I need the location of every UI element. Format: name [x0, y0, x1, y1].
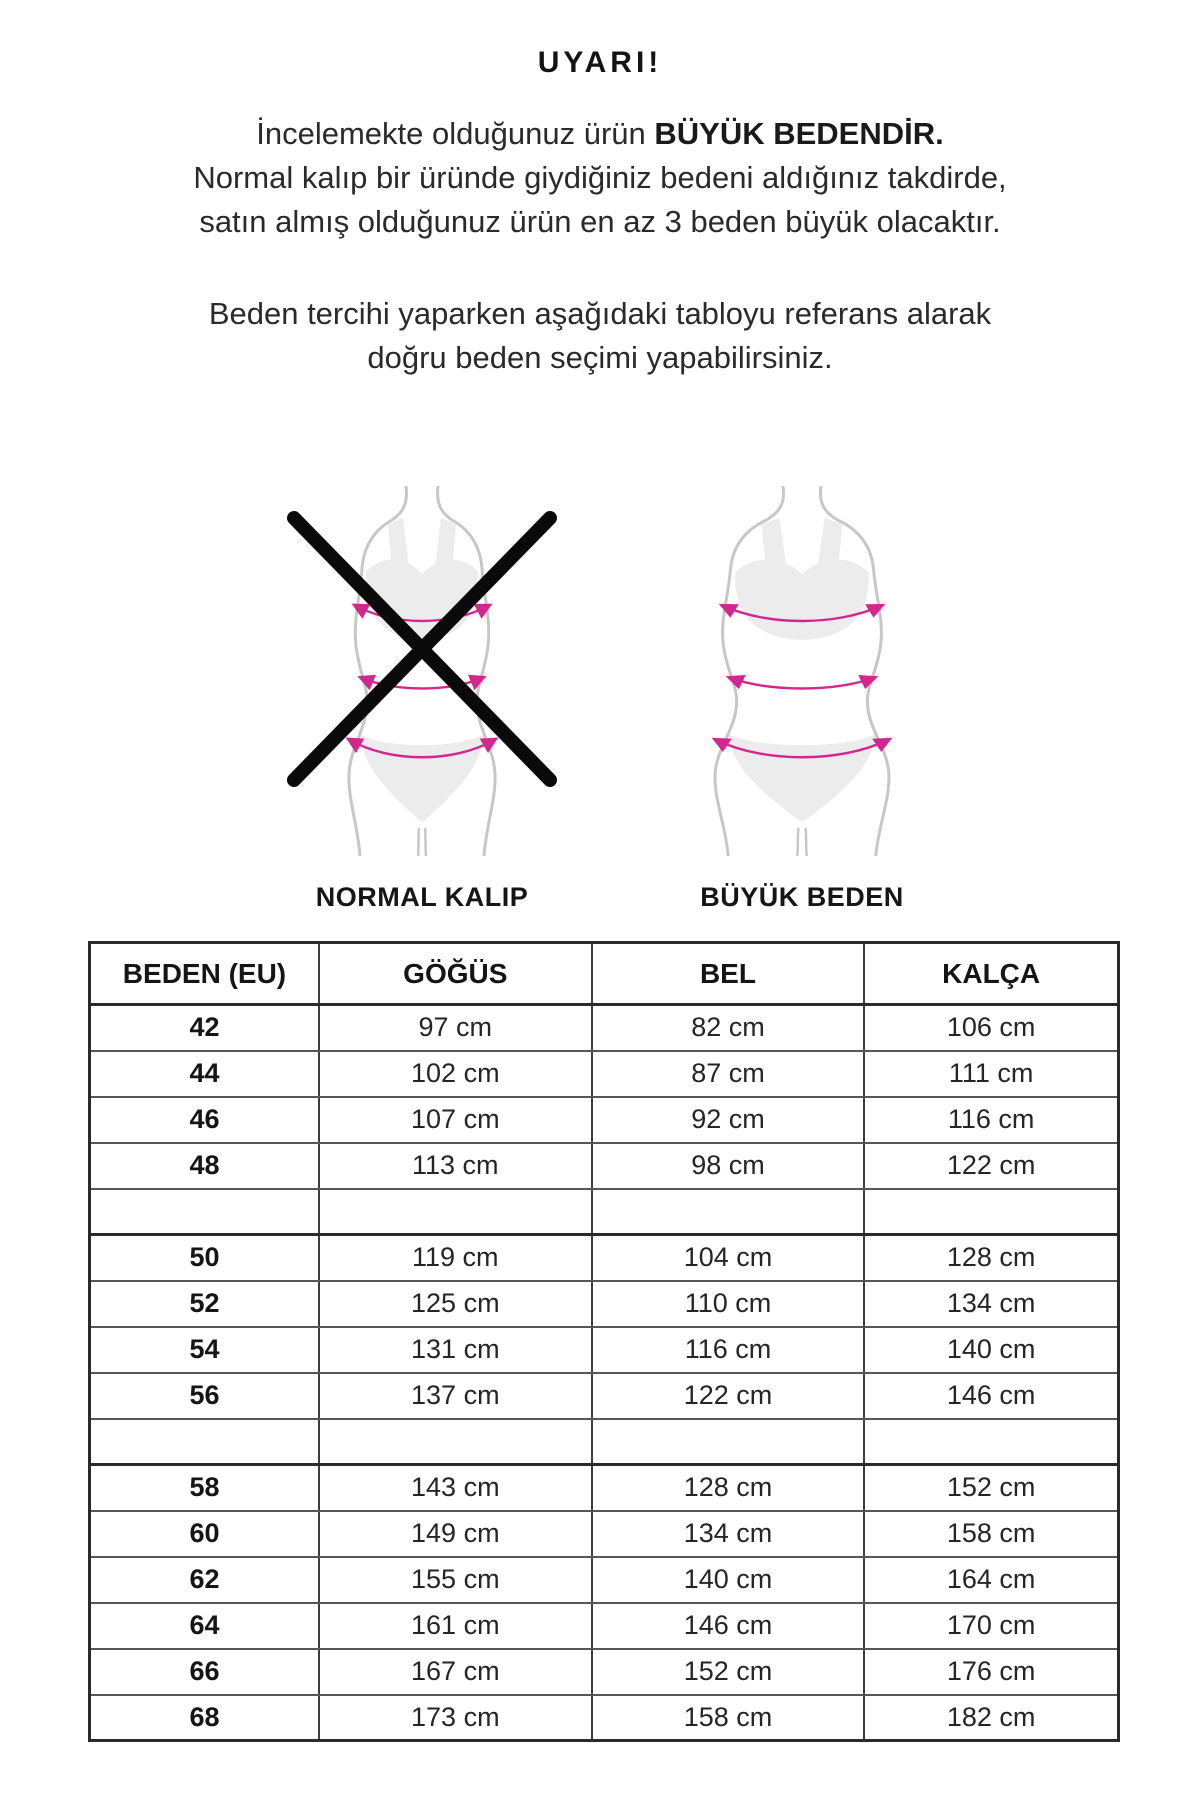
- measurement-cell: 131 cm: [319, 1327, 592, 1373]
- measurement-cell: 125 cm: [319, 1281, 592, 1327]
- table-row: [90, 1695, 1119, 1741]
- size-cell: 62: [90, 1557, 319, 1603]
- measurement-cell: 122 cm: [592, 1373, 865, 1419]
- measurement-cell: 106 cm: [864, 1005, 1118, 1051]
- instruction-paragraph: [0, 292, 1200, 380]
- measurement-cell: 170 cm: [864, 1603, 1118, 1649]
- page-title: UYARI!: [537, 46, 663, 79]
- figure-label-normal: NORMAL KALIP: [315, 882, 529, 912]
- intro-line-2: Normal kalıp bir üründe giydiğiniz bedeni aldığınız takdirde,: [193, 160, 1007, 195]
- measurement-cell: 128 cm: [592, 1465, 865, 1511]
- measurement-cell: 164 cm: [864, 1557, 1118, 1603]
- table-row: [90, 1281, 1119, 1327]
- measurement-cell: 122 cm: [864, 1143, 1118, 1189]
- figure-normal-illustration: [322, 486, 522, 856]
- size-cell: 66: [90, 1649, 319, 1695]
- measurement-cell: [864, 1189, 1118, 1235]
- measurement-cell: 158 cm: [864, 1511, 1118, 1557]
- measurement-cell: 102 cm: [319, 1051, 592, 1097]
- measurement-cell: 146 cm: [592, 1603, 865, 1649]
- measurement-cell: 92 cm: [592, 1097, 865, 1143]
- measurement-cell: [592, 1189, 865, 1235]
- intro-line-1-bold: BÜYÜK BEDENDİR.: [654, 116, 944, 151]
- figure-plus-size: [662, 486, 942, 913]
- table-header-cell: GÖĞÜS: [319, 943, 592, 1005]
- table-header-cell: BEL: [592, 943, 865, 1005]
- measurement-cell: 116 cm: [592, 1327, 865, 1373]
- size-cell: 46: [90, 1097, 319, 1143]
- measurement-cell: 158 cm: [592, 1695, 865, 1741]
- table-row: [90, 1051, 1119, 1097]
- table-spacer-row: [90, 1189, 1119, 1235]
- intro-line-1-normal: İncelemekte olduğunuz ürün: [256, 116, 655, 151]
- table-row: [90, 1649, 1119, 1695]
- table-header-row: [90, 943, 1119, 1005]
- size-cell: 44: [90, 1051, 319, 1097]
- measurement-cell: 111 cm: [864, 1051, 1118, 1097]
- table-row: [90, 1097, 1119, 1143]
- measurement-cell: 128 cm: [864, 1235, 1118, 1281]
- table-header-cell: BEDEN (EU): [90, 943, 319, 1005]
- size-cell: 52: [90, 1281, 319, 1327]
- measurement-cell: 134 cm: [592, 1511, 865, 1557]
- size-cell: 48: [90, 1143, 319, 1189]
- measurement-cell: 146 cm: [864, 1373, 1118, 1419]
- measurement-cell: 119 cm: [319, 1235, 592, 1281]
- measurement-cell: 140 cm: [864, 1327, 1118, 1373]
- measurement-cell: 143 cm: [319, 1465, 592, 1511]
- size-cell: 50: [90, 1235, 319, 1281]
- instruction-line-1: Beden tercihi yaparken aşağıdaki tabloyu referans alarak: [208, 296, 992, 331]
- table-row: [90, 1557, 1119, 1603]
- measurement-cell: [592, 1419, 865, 1465]
- figure-normal-fit: [282, 486, 562, 913]
- figures-row: [282, 486, 942, 913]
- measurement-cell: 149 cm: [319, 1511, 592, 1557]
- measurement-cell: 152 cm: [592, 1649, 865, 1695]
- measurement-cell: 82 cm: [592, 1005, 865, 1051]
- measurement-cell: 137 cm: [319, 1373, 592, 1419]
- figure-label-plus: BÜYÜK BEDEN: [700, 882, 904, 912]
- table-spacer-row: [90, 1419, 1119, 1465]
- measurement-cell: 116 cm: [864, 1097, 1118, 1143]
- table-row: [90, 1603, 1119, 1649]
- measurement-cell: 110 cm: [592, 1281, 865, 1327]
- table-row: [90, 1511, 1119, 1557]
- body-figure-plus-icon: [683, 486, 921, 856]
- figure-plus-illustration: [683, 486, 921, 856]
- table-row: [90, 1005, 1119, 1051]
- table-row: [90, 1143, 1119, 1189]
- size-table: [88, 941, 1120, 1742]
- measurement-cell: [864, 1419, 1118, 1465]
- measurement-cell: 107 cm: [319, 1097, 592, 1143]
- measurement-cell: 140 cm: [592, 1557, 865, 1603]
- measurement-cell: 155 cm: [319, 1557, 592, 1603]
- instruction-line-2: doğru beden seçimi yapabilirsiniz.: [367, 340, 833, 375]
- measurement-cell: 161 cm: [319, 1603, 592, 1649]
- measurement-cell: 98 cm: [592, 1143, 865, 1189]
- measurement-cell: 104 cm: [592, 1235, 865, 1281]
- size-cell: 42: [90, 1005, 319, 1051]
- measurement-cell: 87 cm: [592, 1051, 865, 1097]
- size-cell: 58: [90, 1465, 319, 1511]
- measurement-cell: 173 cm: [319, 1695, 592, 1741]
- size-cell: 56: [90, 1373, 319, 1419]
- size-cell: 64: [90, 1603, 319, 1649]
- table-row: [90, 1373, 1119, 1419]
- measurement-cell: [319, 1419, 592, 1465]
- size-cell: 68: [90, 1695, 319, 1741]
- measurement-cell: [319, 1189, 592, 1235]
- table-row: [90, 1327, 1119, 1373]
- intro-line-3: satın almış olduğunuz ürün en az 3 beden büyük olacaktır.: [199, 204, 1001, 239]
- table-header-cell: KALÇA: [864, 943, 1118, 1005]
- measurement-cell: 182 cm: [864, 1695, 1118, 1741]
- measurement-cell: 113 cm: [319, 1143, 592, 1189]
- table-row: [90, 1235, 1119, 1281]
- measurement-cell: 97 cm: [319, 1005, 592, 1051]
- size-cell: [90, 1419, 319, 1465]
- size-cell: 54: [90, 1327, 319, 1373]
- intro-paragraph: [0, 112, 1200, 244]
- measurement-cell: 176 cm: [864, 1649, 1118, 1695]
- body-figure-normal-icon: [322, 486, 522, 856]
- intro-line-1: [0, 112, 1200, 156]
- measurement-cell: 152 cm: [864, 1465, 1118, 1511]
- measurement-cell: 134 cm: [864, 1281, 1118, 1327]
- size-cell: [90, 1189, 319, 1235]
- size-cell: 60: [90, 1511, 319, 1557]
- table-row: [90, 1465, 1119, 1511]
- measurement-cell: 167 cm: [319, 1649, 592, 1695]
